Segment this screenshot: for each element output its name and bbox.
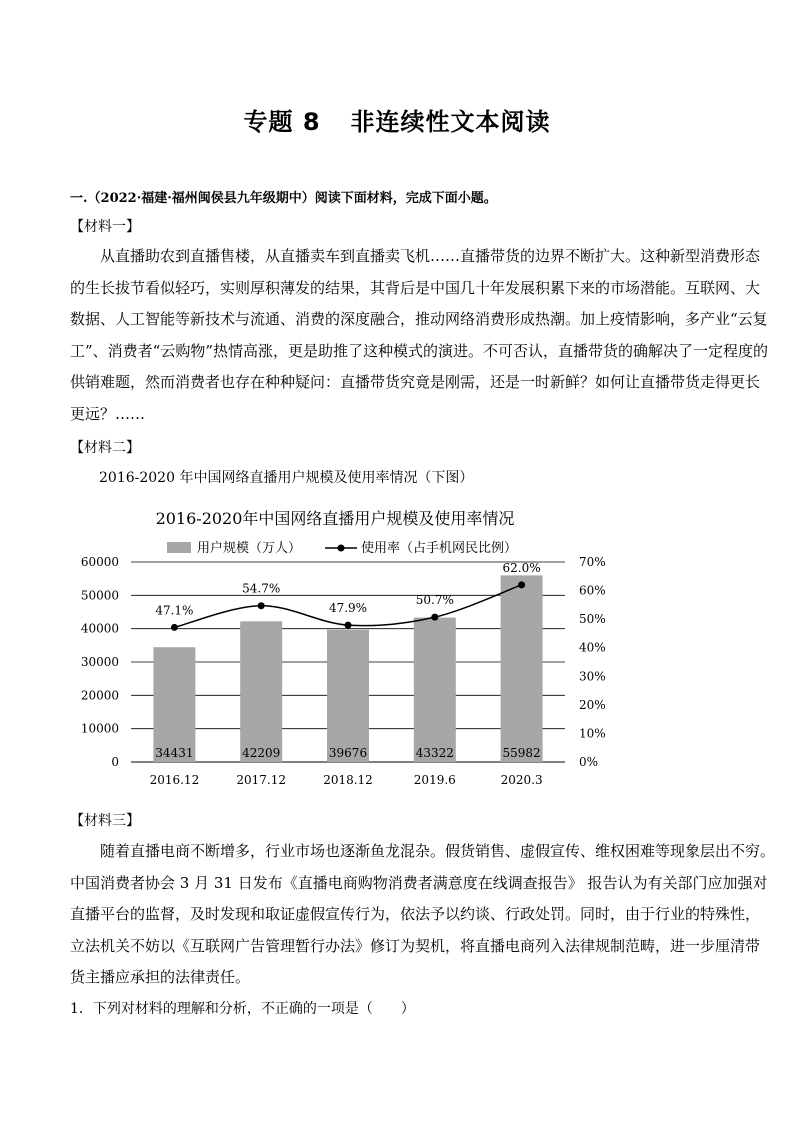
bar-line-chart [80, 500, 635, 800]
y-right-tick-label: 50% [579, 612, 606, 627]
material3-text [70, 836, 776, 994]
bar-value-label: 39676 [328, 746, 368, 760]
chart-title: 2016-2020年中国网络直播用户规模及使用率情况 [155, 509, 515, 528]
material1-label: 【材料一】 [70, 219, 140, 235]
bar [414, 618, 456, 762]
rate-point [518, 581, 525, 588]
material3-line: 直播平台的监督，及时发现和取证虚假宣传行为，依法予以约谈、行政处罚。同时，由于行业的特殊性， [70, 905, 761, 923]
rate-point [171, 624, 178, 631]
question-1: 1．下列对材料的理解和分析，不正确的一项是（ ） [70, 1001, 415, 1017]
x-tick-label: 2016.12 [149, 773, 200, 787]
legend-line-marker [338, 545, 345, 552]
material1-line: 数据、人工智能等新技术与流通、消费的深度融合，推动网络消费形成热潮。加上疫情影响，多产业“云复 [70, 310, 768, 328]
bar-value-label: 42209 [242, 746, 281, 760]
bar [501, 575, 543, 762]
material1-line: 工”、消费者“云购物”热情高涨，更是助推了这种模式的演进。不可否认，直播带货的确解决了一定程度的 [70, 341, 769, 360]
x-tick-label: 2018.12 [323, 773, 373, 787]
bar [240, 621, 282, 762]
chart-legend [167, 540, 517, 556]
bar-value-label: 43322 [415, 746, 454, 760]
bar [327, 630, 369, 762]
material3-line: 中国消费者协会 3 月 31 日发布《直播电商购物消费者满意度在线调查报告》 报告认为有关部门应加强对 [70, 873, 768, 892]
y-right-tick-label: 10% [579, 726, 606, 741]
rate-label: 47.9% [328, 601, 368, 616]
question-header: 一.（2022·福建·福州闽侯县九年级期中）阅读下面材料，完成下面小题。 [70, 191, 497, 206]
title-topic-number: 专题 8 [243, 108, 321, 136]
rate-point [431, 614, 438, 621]
bar [153, 647, 195, 762]
legend-bar-label: 用户规模（万人） [197, 541, 302, 556]
y-left-tick-label: 10000 [80, 721, 119, 736]
legend-bar-swatch [167, 542, 191, 553]
rate-label: 50.7% [415, 593, 454, 608]
y-right-tick-label: 30% [579, 669, 606, 684]
y-left-tick-label: 40000 [80, 621, 119, 636]
x-tick-label: 2017.12 [236, 773, 287, 787]
y-left-tick-label: 20000 [80, 688, 119, 703]
y-right-tick-label: 0% [579, 755, 599, 769]
chart-caption: 2016-2020 年中国网络直播用户规模及使用率情况（下图） [99, 470, 474, 486]
y-left-tick-label: 60000 [80, 555, 119, 569]
bar-value-label: 55982 [502, 746, 541, 760]
rate-point [258, 602, 265, 609]
material1-line: 供销难题，然而消费者也存在种种疑问：直播带货究竟是刚需，还是一时新鲜？如何让直播带货走得更长 [70, 373, 761, 391]
material3-label: 【材料三】 [70, 813, 140, 829]
material3-line: 立法机关不妨以《互联网广告管理暂行办法》修订为契机，将直播电商列入法律规制范畴，进一步厘清带 [70, 936, 761, 955]
material1-line: 从直播助农到直播售楼，从直播卖车到直播卖飞机……直播带货的边界不断扩大。这种新型消费形态 [100, 247, 761, 265]
material2-label: 【材料二】 [70, 440, 140, 456]
x-tick-label: 2020.3 [500, 773, 543, 787]
material1-line: 更远？…… [70, 404, 146, 423]
y-right-tick-label: 60% [579, 583, 606, 598]
page-title [0, 102, 794, 137]
material3-line: 随着直播电商不断增多，行业市场也逐渐鱼龙混杂。假货销售、虚假宣传、维权困难等现象层出不穷。 [100, 842, 776, 860]
material1-line: 的生长拔节看似轻巧，实则厚积薄发的结果，其背后是中国几十年发展积累下来的市场潜能。互联网、大 [70, 278, 761, 297]
rate-label: 62.0% [502, 560, 541, 575]
rate-label: 54.7% [242, 581, 281, 596]
y-left-tick-label: 50000 [80, 588, 119, 603]
material3-line: 货主播应承担的法律责任。 [70, 968, 251, 986]
material1-text [70, 241, 769, 430]
y-right-tick-label: 70% [579, 555, 606, 569]
rate-point [345, 622, 352, 629]
y-right-tick-label: 40% [579, 640, 606, 655]
y-left-tick-label: 30000 [80, 655, 119, 669]
y-right-tick-label: 20% [579, 697, 606, 712]
rate-label: 47.1% [155, 603, 194, 618]
bar-value-label: 34431 [155, 746, 194, 760]
y-left-tick-label: 0 [111, 755, 119, 769]
x-tick-label: 2019.6 [413, 773, 456, 787]
legend-line-label: 使用率（占手机网民比例） [361, 541, 518, 556]
title-topic-name: 非连续性文本阅读 [350, 108, 551, 136]
